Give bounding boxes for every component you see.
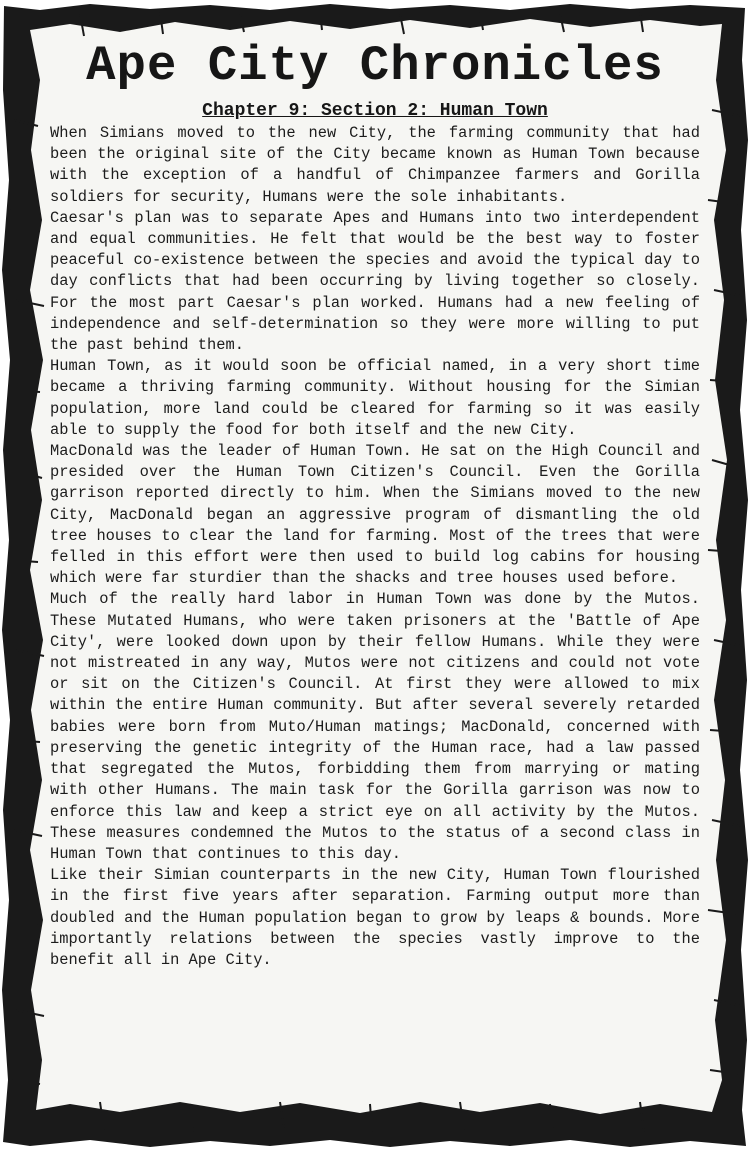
paragraph: When Simians moved to the new City, the farming community that had been the original site of the City became known as Human Town because with the exception of a handful of Chimpanzee farmers and Gorilla soldiers for security, Humans were the sole inhabitants. bbox=[50, 124, 700, 206]
paragraph: Human Town, as it would soon be official named, in a very short time became a thriving farming community. Without housing for the Simian population, more land could be cleared for farming so it was easily able to supply the food for both itself and the new City. bbox=[50, 357, 700, 439]
paragraph: Caesar's plan was to separate Apes and Humans into two interdependent and equal communities. He felt that would be the best way to foster peaceful co-existence between the species and avoid the typical day to day conflicts that had been occurring by living together so closely. For the most part Caesar's plan worked. Humans had a new feeling of independence and self-determination so they were more willing to put the past behind them. bbox=[50, 208, 700, 355]
paragraph: MacDonald was the leader of Human Town. He sat on the High Council and presided over the Human Town Citizen's Council. Even the Gorilla garrison reported directly to him. When the Simians moved to the new City, MacDonald began an aggressive program of dismantling the old tree houses to clear the land for farming. Most of the trees that were felled in this effort were then used to build log cabins for housing which were far sturdier than the shacks and tree houses used before. bbox=[50, 442, 700, 588]
chapter-heading: Chapter 9: Section 2: Human Town bbox=[202, 101, 548, 121]
document-title: Ape City Chronicles bbox=[86, 38, 664, 94]
body-text bbox=[50, 123, 700, 971]
paragraph: Much of the really hard labor in Human Town was done by the Mutos. These Mutated Humans, who were taken prisoners at the 'Battle of Ape City', were looked down upon by their fellow Humans. While they were not mistreated in any way, Mutos were not citizens and could not vote or sit on the Citizen's Council. At first they were allowed to mix within the entire Human community. But after several severely retarded babies were born from Muto/Human matings; MacDonald, concerned with preserving the genetic integrity of the Human race, had a law passed that segregated the Mutos, forbidding them from marrying or mating with other Humans. The main task for the Gorilla garrison was now to enforce this law and keep a strict eye on all activity by the Mutos. These measures condemned the Mutos to the status of a second class in Human Town that continues to this day. bbox=[50, 590, 700, 863]
paragraph: Like their Simian counterparts in the new City, Human Town flourished in the first five years after separation. Farming output more than doubled and the Human population began to grow by leaps & bounds. More importantly relations between the species vastly improve to the benefit all in Ape City. bbox=[50, 866, 700, 969]
